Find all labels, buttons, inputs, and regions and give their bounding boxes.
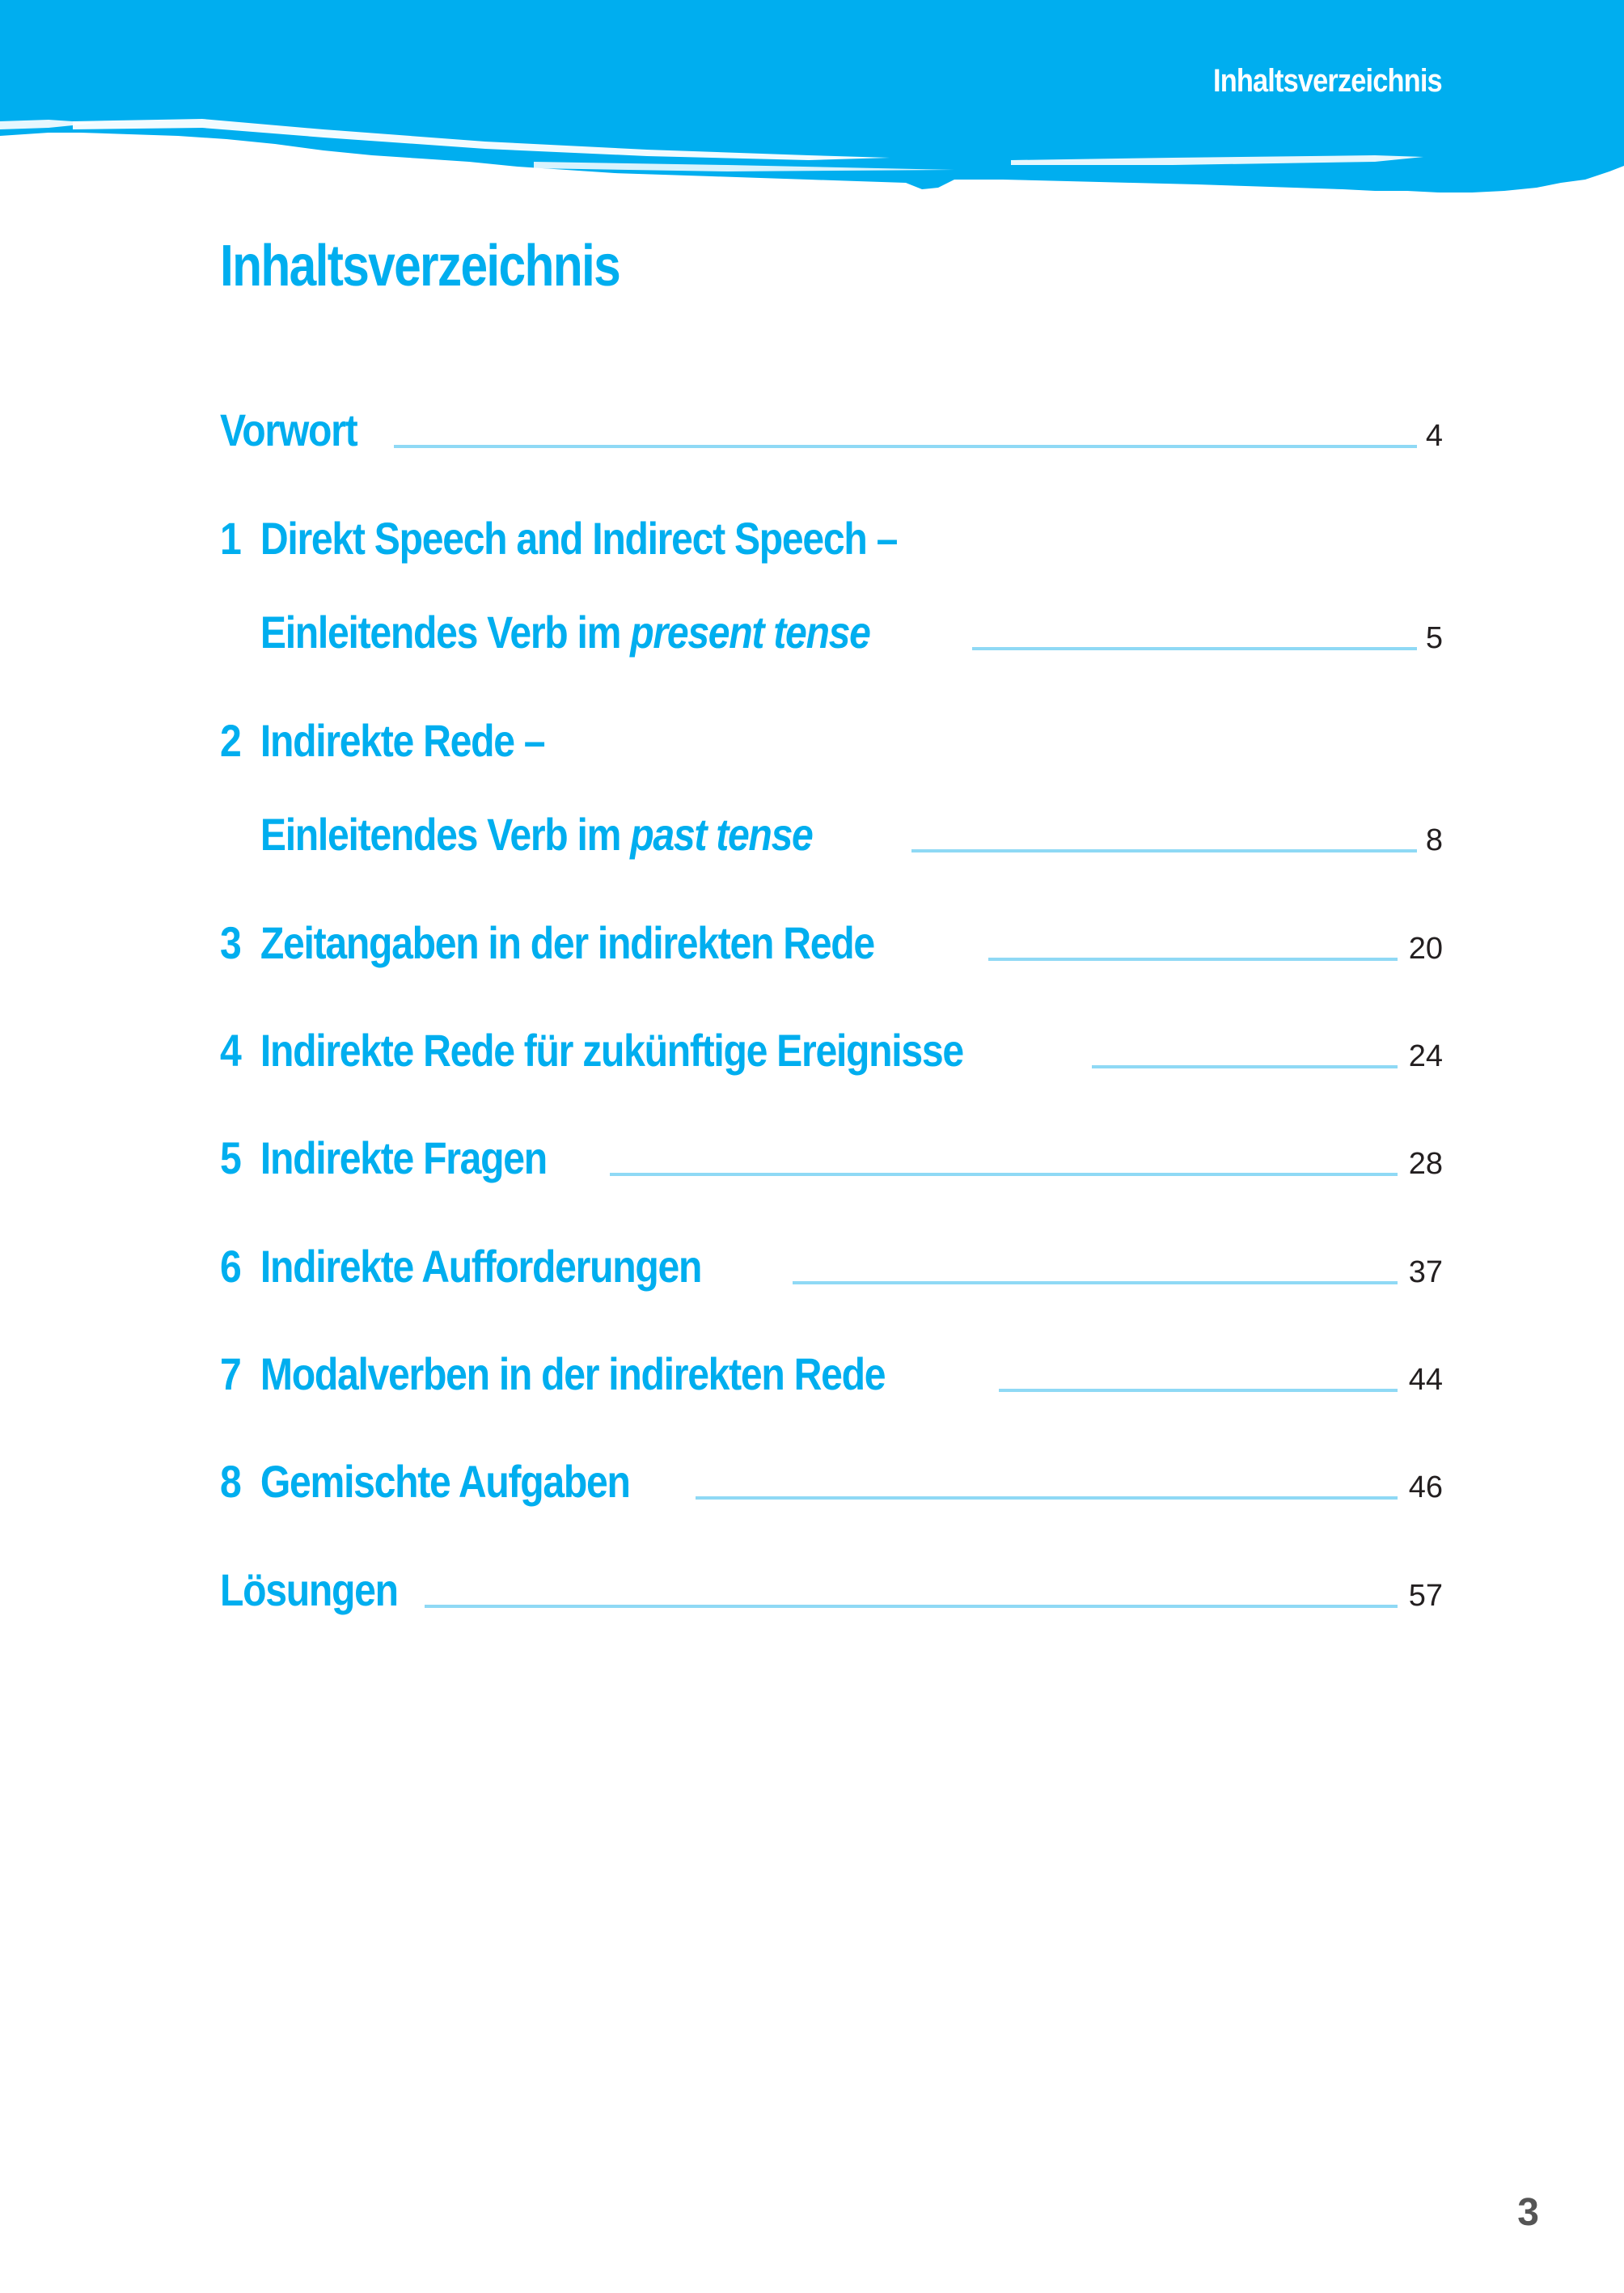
toc-entry-page: 8 [1425, 823, 1443, 857]
toc-entry-1-line1[interactable] [220, 510, 1443, 564]
toc-entry-page: 4 [1425, 419, 1443, 453]
leader-line [610, 1173, 1398, 1176]
toc-entry-number: 5 [220, 1132, 241, 1183]
toc-entry-2-line1[interactable] [220, 712, 1443, 764]
toc-entry-number: 4 [220, 1025, 241, 1076]
toc-entry-4[interactable] [220, 1022, 1443, 1076]
toc-entry-number: 7 [220, 1348, 241, 1399]
toc-entry-5[interactable] [220, 1129, 1443, 1181]
page-title: Inhaltsverzeichnis [220, 234, 620, 298]
toc-entry-page: 46 [1408, 1470, 1443, 1504]
toc-entry-number: 6 [220, 1241, 241, 1292]
toc-entry-title: Modalverben in der indirekten Rede [260, 1348, 886, 1399]
brush-stroke-decoration [0, 0, 1624, 202]
toc-entry-title-italic: present tense [630, 607, 870, 658]
toc-entry-3[interactable] [220, 914, 1443, 966]
toc-entry-title: Zeitangaben in der indirekten Rede [260, 917, 874, 968]
toc-entry-title: Vorwort [220, 404, 357, 455]
toc-entry-page: 24 [1408, 1039, 1443, 1073]
toc-entry-title-prefix: Einleitendes Verb im [260, 809, 631, 860]
toc-entry-number: 8 [220, 1456, 241, 1507]
leader-line [793, 1281, 1398, 1284]
toc-entry-page: 28 [1408, 1147, 1443, 1181]
toc-entry-number: 1 [220, 513, 241, 564]
leader-line [988, 958, 1398, 961]
leader-line [972, 647, 1417, 650]
toc-entry-page: 37 [1408, 1255, 1443, 1289]
leader-line [425, 1605, 1398, 1608]
toc-entry-title: Indirekte Rede – [260, 715, 545, 766]
toc-entry-vorwort[interactable] [220, 401, 1443, 453]
toc-entry-8[interactable] [220, 1453, 1443, 1507]
leader-line [696, 1496, 1398, 1500]
header-band [0, 0, 1624, 202]
toc-entry-page: 44 [1408, 1363, 1443, 1397]
toc-entry-title: Gemischte Aufgaben [260, 1456, 630, 1507]
toc-entry-page: 5 [1425, 621, 1443, 655]
leader-line [1092, 1065, 1398, 1068]
leader-line [999, 1389, 1398, 1392]
toc-entry-6[interactable] [220, 1237, 1443, 1292]
toc-entry-title-prefix: Einleitendes Verb im [260, 607, 631, 658]
page-number: 3 [1517, 2191, 1539, 2234]
toc-entry-1-line2[interactable] [220, 603, 1443, 658]
toc-entry-title: Indirekte Rede für zukünftige Ereignisse [260, 1025, 963, 1076]
toc-entry-loesungen[interactable] [220, 1561, 1443, 1613]
toc-entry-page: 57 [1408, 1579, 1443, 1613]
toc-entry-number: 3 [220, 917, 241, 968]
toc-entry-2-line2[interactable] [220, 806, 1443, 860]
toc-entry-title: Indirekte Aufforderungen [260, 1241, 702, 1292]
toc-entry-title: Direkt Speech and Indirect Speech – [260, 513, 898, 564]
toc-entry-page: 20 [1408, 932, 1443, 966]
leader-line [394, 445, 1417, 448]
toc-entry-7[interactable] [220, 1345, 1443, 1397]
running-head: Inhaltsverzeichnis [1213, 63, 1442, 99]
toc-entry-title: Indirekte Fragen [260, 1132, 547, 1183]
toc-entry-number: 2 [220, 715, 241, 766]
toc-entry-title: Lösungen [220, 1564, 398, 1615]
leader-line [911, 849, 1417, 852]
toc-entry-title-italic: past tense [630, 809, 813, 860]
